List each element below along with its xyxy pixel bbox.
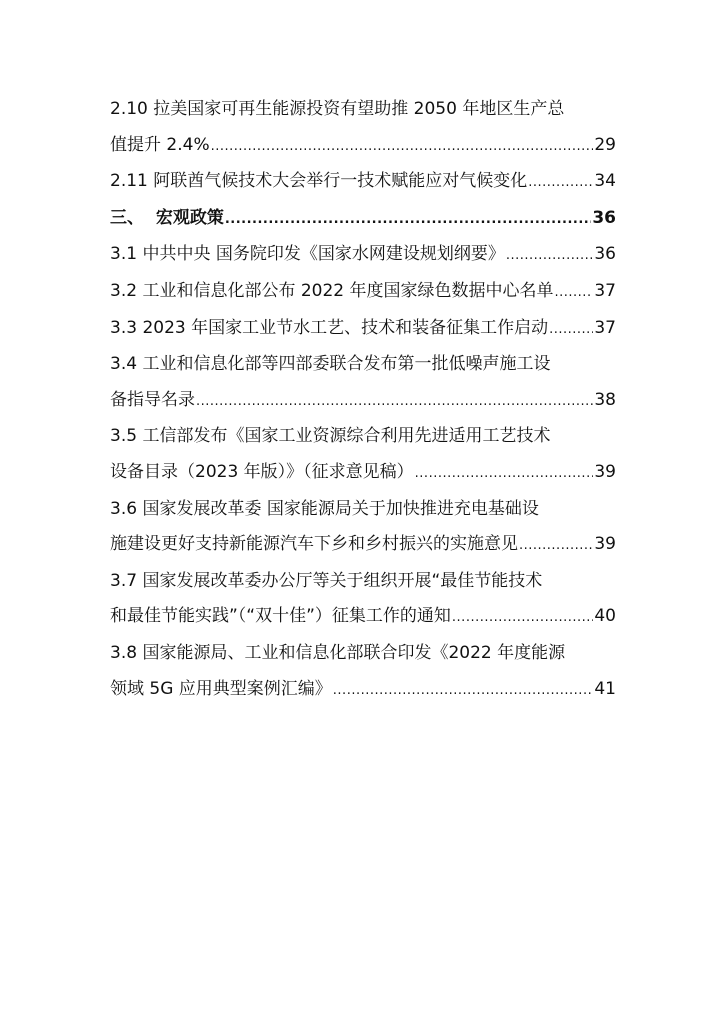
- toc-entry-title: 3.3 2023 年国家工业节水工艺、技术和装备征集工作启动: [110, 317, 549, 338]
- toc-entry-2-10[interactable]: [110, 92, 616, 164]
- toc-entry-title-line: 施建设更好支持新能源汽车下乡和乡村振兴的实施意见: [110, 534, 518, 555]
- dot-leader: [333, 673, 594, 709]
- toc-page-number: 36: [594, 244, 616, 265]
- toc-section-3[interactable]: [110, 201, 616, 238]
- dot-leader: [555, 275, 594, 311]
- toc-page-number: 36: [592, 207, 616, 228]
- toc-page-number: 37: [594, 317, 616, 338]
- toc-entry-title-line: 设备目录（2023 年版）》（征求意见稿）: [110, 461, 414, 482]
- dot-leader: [225, 202, 591, 238]
- toc-entry-3-5[interactable]: [110, 419, 616, 491]
- toc-entry-title-line: 2.10 拉美国家可再生能源投资有望助推 2050 年地区生产总: [110, 99, 565, 119]
- dot-leader: [519, 528, 593, 564]
- toc-page-number: 39: [594, 461, 616, 482]
- table-of-contents: [110, 92, 616, 708]
- toc-page-number: 41: [594, 678, 616, 699]
- toc-entry-title-line: 3.6 国家发展改革委 国家能源局关于加快推进充电基础设: [110, 498, 539, 519]
- toc-section-title: 三、 宏观政策: [110, 207, 224, 228]
- toc-entry-2-11[interactable]: [110, 164, 616, 201]
- toc-entry-3-6[interactable]: [110, 492, 616, 564]
- dot-leader: [506, 238, 594, 274]
- toc-entry-title-line: 领域 5G 应用典型案例汇编》: [110, 678, 332, 699]
- toc-entry-3-1[interactable]: [110, 237, 616, 274]
- toc-entry-3-7[interactable]: [110, 564, 616, 636]
- toc-entry-title: 2.11 阿联酋气候技术大会举行一技术赋能应对气候变化: [110, 171, 528, 192]
- toc-entry-title-line: 3.7 国家发展改革委办公厅等关于组织开展“最佳节能技术: [110, 570, 543, 591]
- toc-entry-3-2[interactable]: [110, 274, 616, 311]
- toc-page-number: 29: [594, 134, 616, 155]
- toc-entry-title: 3.2 工业和信息化部公布 2022 年度国家绿色数据中心名单: [110, 280, 554, 301]
- toc-page-number: 37: [594, 280, 616, 301]
- toc-page-number: 38: [594, 389, 616, 410]
- dot-leader: [196, 384, 593, 420]
- toc-page-number: 40: [594, 606, 616, 627]
- dot-leader: [528, 165, 593, 201]
- toc-entry-title-line: 3.5 工信部发布《国家工业资源综合利用先进适用工艺技术: [110, 426, 551, 447]
- toc-entry-title-line: 值提升 2.4%: [110, 134, 210, 155]
- toc-entry-3-3[interactable]: [110, 311, 616, 348]
- toc-entry-3-8[interactable]: [110, 636, 616, 708]
- toc-entry-title-line: 备指导名录: [110, 389, 195, 410]
- dot-leader: [211, 129, 594, 165]
- dot-leader: [549, 312, 593, 348]
- dot-leader: [452, 600, 593, 636]
- toc-entry-title-line: 3.8 国家能源局、工业和信息化部联合印发《2022 年度能源: [110, 642, 566, 663]
- toc-page-number: 34: [594, 171, 616, 192]
- toc-entry-3-4[interactable]: [110, 347, 616, 419]
- toc-entry-title-line: 和最佳节能实践”（“双十佳”）征集工作的通知: [110, 606, 451, 627]
- toc-page-number: 39: [594, 534, 616, 555]
- dot-leader: [415, 456, 594, 492]
- toc-entry-title: 3.1 中共中央 国务院印发《国家水网建设规划纲要》: [110, 244, 505, 265]
- toc-entry-title-line: 3.4 工业和信息化部等四部委联合发布第一批低噪声施工设: [110, 354, 551, 375]
